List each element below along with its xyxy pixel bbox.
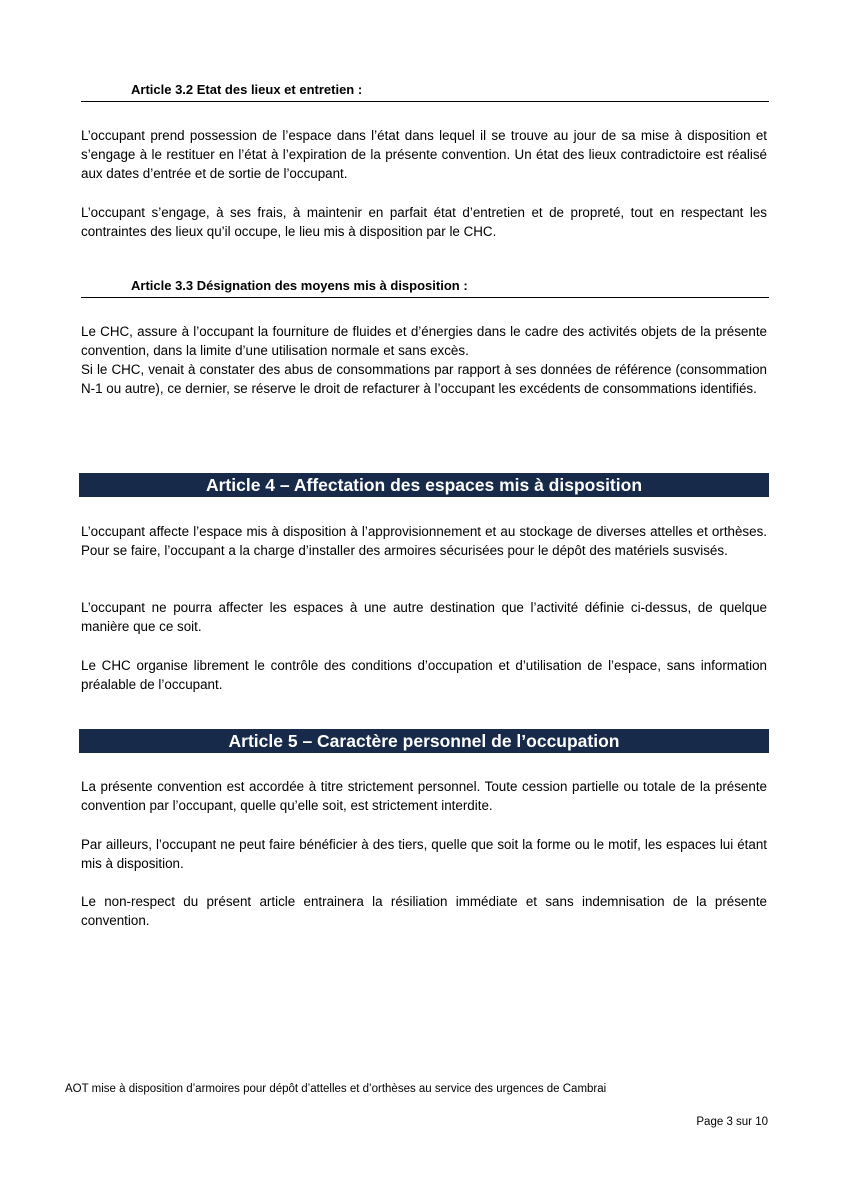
article-3-2-paragraph-1: L’occupant prend possession de l’espace dans l’état dans lequel il se trouve au jour de sa mise à disposition et s’engage à le restituer en l’état à l’expiration de la présente convention. Un état des lieux contradictoire est réalisé aux dates d’entrée et de sortie de l’occupant. bbox=[81, 128, 767, 181]
article-3-3-line-2: Si le CHC, venait à constater des abus de consommations par rapport à ses données de référence (consommation N-1 ou autre), ce dernier, se réserve le droit de refacturer à l’occupant les excédents de consommations identifiés. bbox=[81, 362, 767, 396]
article-3-3-paragraph bbox=[81, 322, 767, 398]
article-4-paragraph-2: L’occupant ne pourra affecter les espaces à une autre destination que l’activité définie ci-dessus, de quelque manière que ce soit. bbox=[81, 600, 767, 634]
article-4-paragraph-1: L’occupant affecte l’espace mis à disposition à l’approvisionnement et au stockage de diverses attelles et orthèses. Pour se faire, l’occupant a la charge d’installer des armoires sécurisées pour le dépôt des matériels susvisés. bbox=[81, 524, 767, 558]
article-4-paragraph-3: Le CHC organise librement le contrôle des conditions d’occupation et d’utilisation de l’espace, sans information préalable de l’occupant. bbox=[81, 658, 767, 692]
article-3-3-line-1: Le CHC, assure à l’occupant la fourniture de fluides et d’énergies dans le cadre des activités objets de la présente convention, dans la limite d’une utilisation normale et sans excès. bbox=[81, 324, 767, 358]
article-3-3-heading: Article 3.3 Désignation des moyens mis à disposition : bbox=[81, 276, 769, 298]
article-5-title-banner: Article 5 – Caractère personnel de l’occupation bbox=[79, 729, 769, 753]
article-3-2-heading: Article 3.2 Etat des lieux et entretien : bbox=[81, 80, 769, 102]
article-3-2-paragraph-2: L’occupant s’engage, à ses frais, à maintenir en parfait état d’entretien et de propreté, tout en respectant les contraintes des lieux qu’il occupe, le lieu mis à disposition par le CHC. bbox=[81, 205, 767, 239]
article-5-paragraph-1: La présente convention est accordée à titre strictement personnel. Toute cession partielle ou totale de la présente convention par l’occupant, quelle qu’elle soit, est strictement interdite. bbox=[81, 779, 767, 813]
page-number: Page 3 sur 10 bbox=[696, 1116, 768, 1128]
article-5-paragraph-2: Par ailleurs, l’occupant ne peut faire bénéficier à des tiers, quelle que soit la forme ou le motif, les espaces lui étant mis à disposition. bbox=[81, 837, 767, 871]
document-footer: AOT mise à disposition d’armoires pour dépôt d’attelles et d’orthèses au service des urgences de Cambrai bbox=[65, 1083, 607, 1095]
article-4-title-banner: Article 4 – Affectation des espaces mis à disposition bbox=[79, 473, 769, 497]
article-5-paragraph-3: Le non-respect du présent article entrainera la résiliation immédiate et sans indemnisation de la présente convention. bbox=[81, 894, 767, 928]
